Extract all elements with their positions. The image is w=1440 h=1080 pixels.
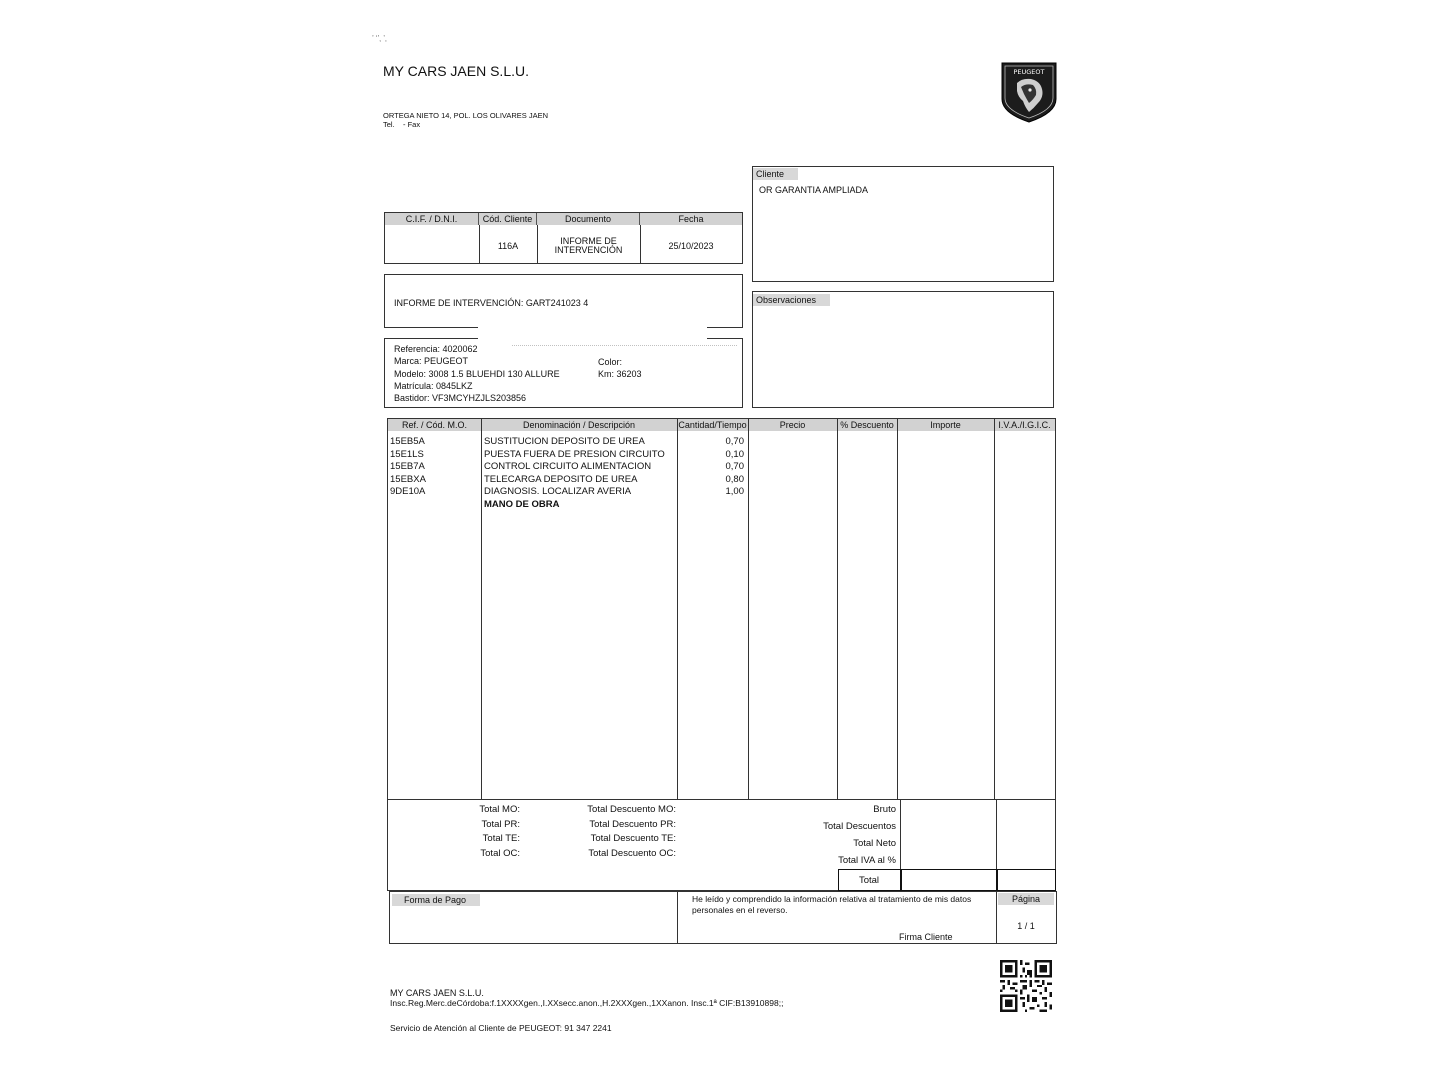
col-cif: C.I.F. / D.N.I. (385, 213, 479, 225)
firma-cliente: Firma Cliente (899, 932, 953, 942)
pagina-value: 1 / 1 (1017, 921, 1035, 931)
vehicle-marca: Marca: PEUGEOT (394, 356, 469, 366)
total-iva-label: Total IVA al % (838, 855, 896, 866)
vehicle-km: Km: 36203 (598, 369, 642, 379)
col-documento: Documento (537, 213, 640, 225)
items-col-ref: Ref. / Cód. M.O. (401, 420, 468, 430)
table-row-ref: 15E1LS (390, 448, 424, 460)
vehicle-color: Color: (598, 357, 623, 367)
table-row-desc: DIAGNOSIS. LOCALIZAR AVERIA (484, 486, 632, 497)
redaction-top (478, 336, 707, 340)
company-tel-fax: Tel. - Fax (383, 120, 421, 129)
table-row-ref: 15EB7A (390, 461, 425, 472)
items-col-descuento: % Descuento (840, 420, 894, 430)
total-mo-label: Total MO: (479, 804, 520, 815)
total-desc-oc-label: Total Descuento OC: (588, 848, 676, 859)
vehicle-matricula: Matrícula: 0845LKZ (394, 381, 473, 391)
scan-marks: ’ ‘’‚ ’‚ (372, 34, 387, 43)
total-neto-label: Total Neto (853, 838, 896, 849)
peugeot-logo-icon (1000, 61, 1058, 124)
vehicle-referencia: Referencia: 4020062 (394, 344, 478, 354)
table-row-qty: 1,00 (725, 486, 744, 497)
cliente-label: Cliente (753, 168, 798, 180)
table-row-qty: 0,70 (725, 461, 744, 472)
table-row-ref: 15EB5A (390, 436, 425, 447)
table-row-ref: 15EBXA (390, 473, 426, 485)
informe-text: INFORME DE INTERVENCIÓN: GART241023 4 (394, 298, 589, 308)
documento-line1: INFORME DE (560, 236, 617, 246)
svg-text:PEUGEOT: PEUGEOT (1013, 68, 1045, 76)
bottom-servicio: Servicio de Atención al Cliente de PEUGEOT: 91 347 2241 (390, 1023, 612, 1033)
documento-line2: INTERVENCIÓN (554, 245, 623, 255)
items-col-desc: Denominación / Descripción (522, 420, 636, 430)
company-name: MY CARS JAEN S.L.U. (383, 63, 530, 79)
total-label: Total (858, 875, 880, 886)
observaciones-box (752, 291, 1054, 408)
items-col-qty: Cantidad/Tiempo (678, 420, 747, 430)
total-desc-te-label: Total Descuento TE: (590, 833, 676, 844)
pagina-label: Página (998, 893, 1054, 905)
redacted-noise (512, 345, 737, 352)
table-row-ref: 9DE10A (390, 486, 426, 497)
forma-pago-label: Forma de Pago (392, 894, 480, 906)
table-row-qty: 0,10 (725, 448, 744, 460)
section-label: MANO DE OBRA (484, 499, 560, 510)
table-row-desc: SUSTITUCION DEPOSITO DE UREA (484, 436, 645, 447)
cliente-value: OR GARANTIA AMPLIADA (759, 185, 869, 195)
col-cod-cliente: Cód. Cliente (479, 213, 537, 225)
vehicle-bastidor: Bastidor: VF3MCYHZJLS203856 (394, 393, 527, 403)
table-row-desc: TELECARGA DEPOSITO DE UREA (484, 473, 638, 485)
total-pr-label: Total PR: (481, 819, 520, 830)
privacy-text-2: personales en el reverso. (692, 905, 788, 915)
privacy-text-1: He leído y comprendido la información relativa al tratamiento de mis datos (692, 894, 972, 904)
qr-code-icon (1000, 960, 1052, 1012)
total-te-label: Total TE: (482, 833, 520, 844)
items-col-iva: I.V.A./I.G.I.C. (998, 420, 1051, 430)
company-address: ORTEGA NIETO 14, POL. LOS OLIVARES JAEN (383, 111, 549, 120)
vehicle-modelo: Modelo: 3008 1.5 BLUEHDI 130 ALLURE (394, 369, 560, 379)
items-col-precio: Precio (779, 420, 806, 430)
bottom-registro: Insc.Reg.Merc.deCórdoba:f.1XXXXgen.,I.XXsecc.anon.,H.2XXXgen.,1XXanon. Insc.1ª CIF:B13910898;; (390, 998, 784, 1008)
table-row-desc: PUESTA FUERA DE PRESION CIRCUITO (484, 448, 665, 460)
observaciones-label: Observaciones (753, 294, 830, 306)
bruto-label: Bruto (873, 804, 896, 815)
items-col-importe: Importe (930, 420, 961, 430)
bottom-company: MY CARS JAEN S.L.U. (390, 988, 484, 998)
table-row-desc: CONTROL CIRCUITO ALIMENTACION (484, 461, 652, 472)
total-desc-pr-label: Total Descuento PR: (589, 819, 676, 830)
total-descuentos-label: Total Descuentos (823, 821, 896, 832)
col-fecha: Fecha (640, 213, 742, 225)
redaction-gap (478, 326, 707, 330)
total-oc-label: Total OC: (480, 848, 520, 859)
table-row-qty: 0,70 (725, 436, 744, 447)
fecha-value: 25/10/2023 (668, 241, 714, 251)
total-desc-mo-label: Total Descuento MO: (587, 804, 676, 815)
table-row-qty: 0,80 (725, 473, 744, 485)
cod-cliente-value: 116A (497, 241, 519, 251)
